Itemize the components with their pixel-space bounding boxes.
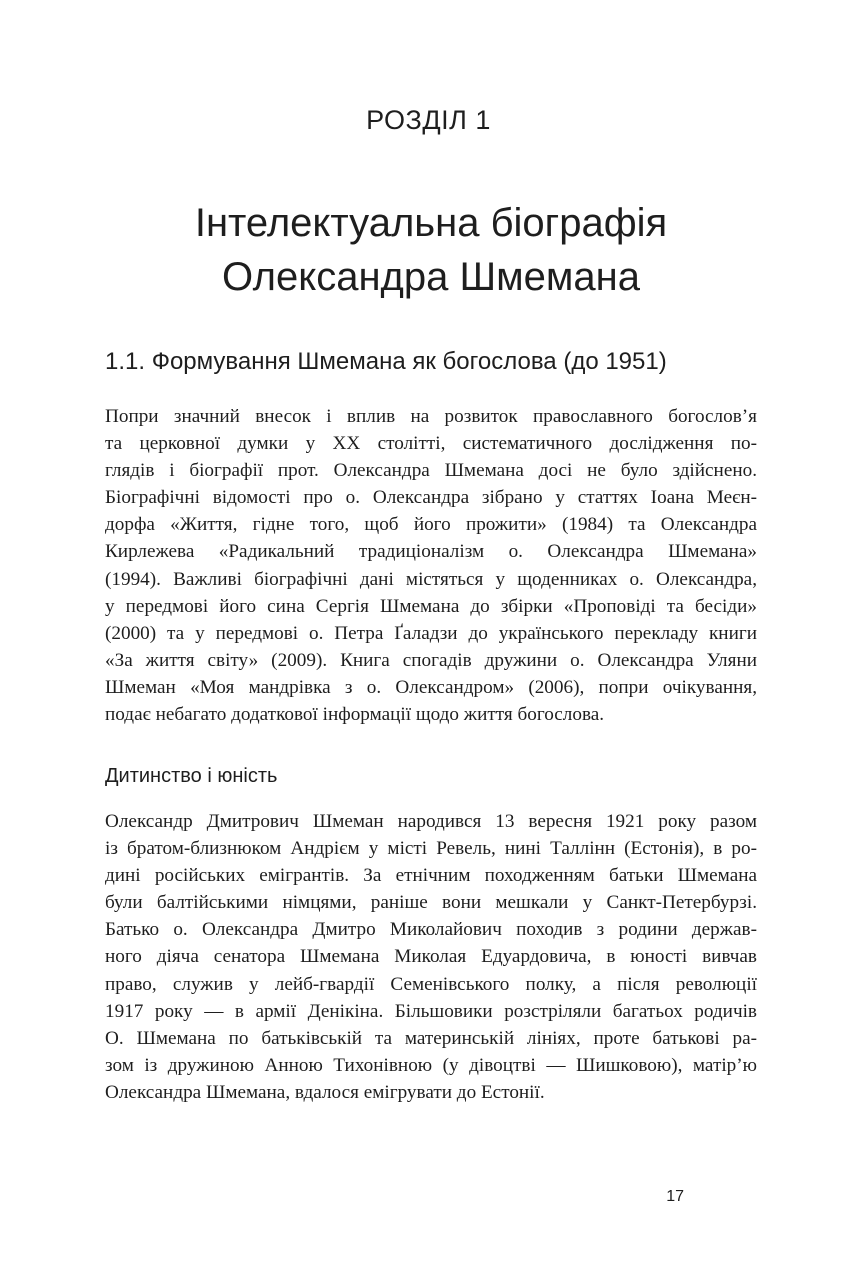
section-heading: 1.1. Формування Шмемана як богослова (до 1951) xyxy=(105,348,667,375)
text-line: Олександра Шмемана, вдалося емігрувати до Естонії. xyxy=(105,1081,545,1103)
text-line: подає небагато додаткової інформації щодо життя богослова. xyxy=(105,704,605,726)
text-line: були балтійськими німцями, раніше вони мешкали у Санкт-Петербурзі. xyxy=(105,892,757,914)
text-line: Шмеман «Моя мандрівка з о. Олександром» (2006), попри очікування, xyxy=(105,676,757,698)
text-line: зом із дружиною Анною Тихонівною (у дівоцтві — Шишковою), матір’ю xyxy=(105,1054,757,1076)
text-line: О. Шмемана по батьківській та материнській лініях, проте батькові ра- xyxy=(105,1027,757,1049)
page-number: 17 xyxy=(666,1188,684,1205)
text-line: (2000) та у передмові о. Петра Ґаладзи до українського перекладу книги xyxy=(105,622,757,644)
text-line: ного діяча сенатора Шмемана Миколая Едуардовича, в юності вивчав xyxy=(105,946,757,968)
text-line: та церковної думки у ХХ столітті, систематичного дослідження по- xyxy=(105,433,757,455)
text-line: «За життя світу» (2009). Книга спогадів дружини о. Олександра Уляни xyxy=(105,649,757,671)
chapter-title xyxy=(0,196,857,304)
text-line: Кирлежева «Радикальний традиціоналізм о. Олександра Шмемана» xyxy=(105,541,757,563)
subsection-heading: Дитинство і юність xyxy=(105,765,278,787)
chapter-label: РОЗДІЛ 1 xyxy=(366,105,491,135)
text-line: у передмові його сина Сергія Шмемана до збірки «Проповіді та бесіди» xyxy=(105,595,757,617)
chapter-title-line: Олександра Шмемана xyxy=(222,255,640,299)
text-line: глядів і біографії прот. Олександра Шмемана досі не було здійснено. xyxy=(105,460,757,482)
text-line: (1994). Важливі біографічні дані містяться у щоденниках о. Олександра, xyxy=(105,568,757,590)
paragraph-intro xyxy=(105,403,757,728)
text-line: право, служив у лейб-гвардії Семенівського полку, а після революції xyxy=(105,973,757,995)
text-line: 1917 року — в армії Денікіна. Більшовики розстріляли багатьох родичів xyxy=(105,1000,757,1022)
paragraph-childhood xyxy=(105,808,757,1106)
text-line: дорфа «Життя, гідне того, щоб його прожити» (1984) та Олександра xyxy=(105,514,757,536)
chapter-title-line: Інтелектуальна біографія xyxy=(194,201,668,245)
text-line: із братом-близнюком Андрієм у місті Ревель, нині Таллінн (Естонія), в ро- xyxy=(105,838,757,860)
text-line: Батько о. Олександра Дмитро Миколайович походив з родини держав- xyxy=(105,919,757,941)
text-line: Біографічні відомості про о. Олександра зібрано у статтях Іоана Меєн- xyxy=(105,487,757,509)
text-line: дині російських емігрантів. За етнічним походженням батьки Шмемана xyxy=(105,865,757,887)
text-line: Олександр Дмитрович Шмеман народився 13 вересня 1921 року разом xyxy=(105,811,757,832)
text-line: Попри значний внесок і вплив на розвиток православного богослов’я xyxy=(105,406,757,427)
